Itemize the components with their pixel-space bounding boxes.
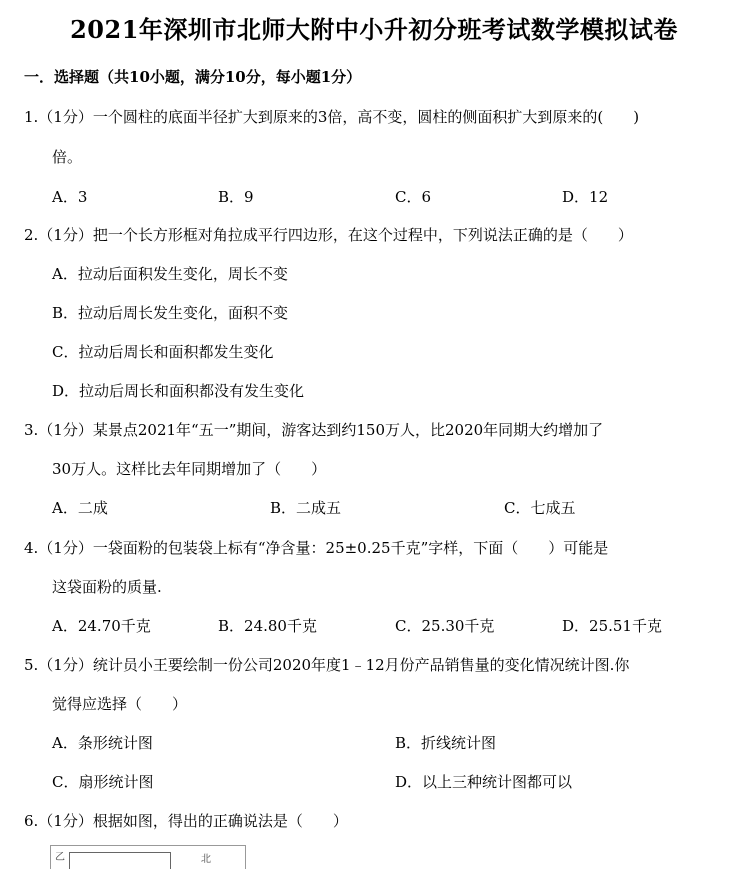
question-5-option-c: C．扇形统计图	[52, 773, 154, 791]
question-4-text-cont: 这袋面粉的质量.	[52, 578, 162, 596]
question-4-option-d: D．25.51千克	[562, 617, 662, 635]
question-3-option-c: C．七成五	[504, 499, 576, 517]
question-1-text: 1.（1分）一个圆柱的底面半径扩大到原来的3倍，高不变，圆柱的侧面积扩大到原来的( )	[24, 108, 640, 126]
page-title: 2021年深圳市北师大附中小升初分班考试数学模拟试卷	[70, 15, 678, 44]
question-6-text: 6.（1分）根据如图，得出的正确说法是（ ）	[24, 812, 348, 830]
question-5-option-b: B．折线统计图	[395, 734, 497, 752]
figure-label-north: 北	[201, 854, 211, 865]
question-1-option-a: A．3	[52, 188, 88, 206]
question-5-text: 5.（1分）统计员小王要绘制一份公司2020年度1﹣12月份产品销售量的变化情况统计图.你	[24, 656, 630, 674]
question-1-text-cont: 倍。	[52, 148, 83, 166]
question-1-option-c: C．6	[395, 188, 432, 206]
question-2-option-d: D．拉动后周长和面积都没有发生变化	[52, 382, 305, 400]
question-3-option-b: B．二成五	[270, 499, 342, 517]
question-6-figure	[50, 845, 246, 869]
question-5-option-a: A．条形统计图	[52, 734, 153, 752]
question-3-text-cont: 30万人。这样比去年同期增加了（ ）	[52, 460, 327, 478]
question-2-option-a: A．拉动后面积发生变化，周长不变	[52, 265, 288, 283]
figure-label-left: 乙	[55, 852, 65, 863]
question-3-text: 3.（1分）某景点2021年“五一”期间，游客达到约150万人，比2020年同期大约增加了	[24, 421, 604, 439]
question-5-text-cont: 觉得应选择（ ）	[52, 695, 188, 713]
question-4-option-c: C．25.30千克	[395, 617, 495, 635]
question-1-option-d: D．12	[562, 188, 609, 206]
question-2-option-b: B．拉动后周长发生变化，面积不变	[52, 304, 289, 322]
figure-rectangle	[69, 852, 171, 869]
question-1-option-b: B．9	[218, 188, 254, 206]
question-3-option-a: A．二成	[52, 499, 108, 517]
question-5-option-d: D．以上三种统计图都可以	[395, 773, 573, 791]
question-4-option-b: B．24.80千克	[218, 617, 317, 635]
question-4-text: 4.（1分）一袋面粉的包装袋上标有“净含量：25±0.25千克”字样，下面（ ）可能是	[24, 539, 609, 557]
question-2-option-c: C．拉动后周长和面积都发生变化	[52, 343, 274, 361]
question-4-option-a: A．24.70千克	[52, 617, 151, 635]
section-heading: 一．选择题（共10小题，满分10分，每小题1分）	[24, 68, 362, 86]
question-2-text: 2.（1分）把一个长方形框对角拉成平行四边形，在这个过程中，下列说法正确的是（ ）	[24, 226, 633, 244]
